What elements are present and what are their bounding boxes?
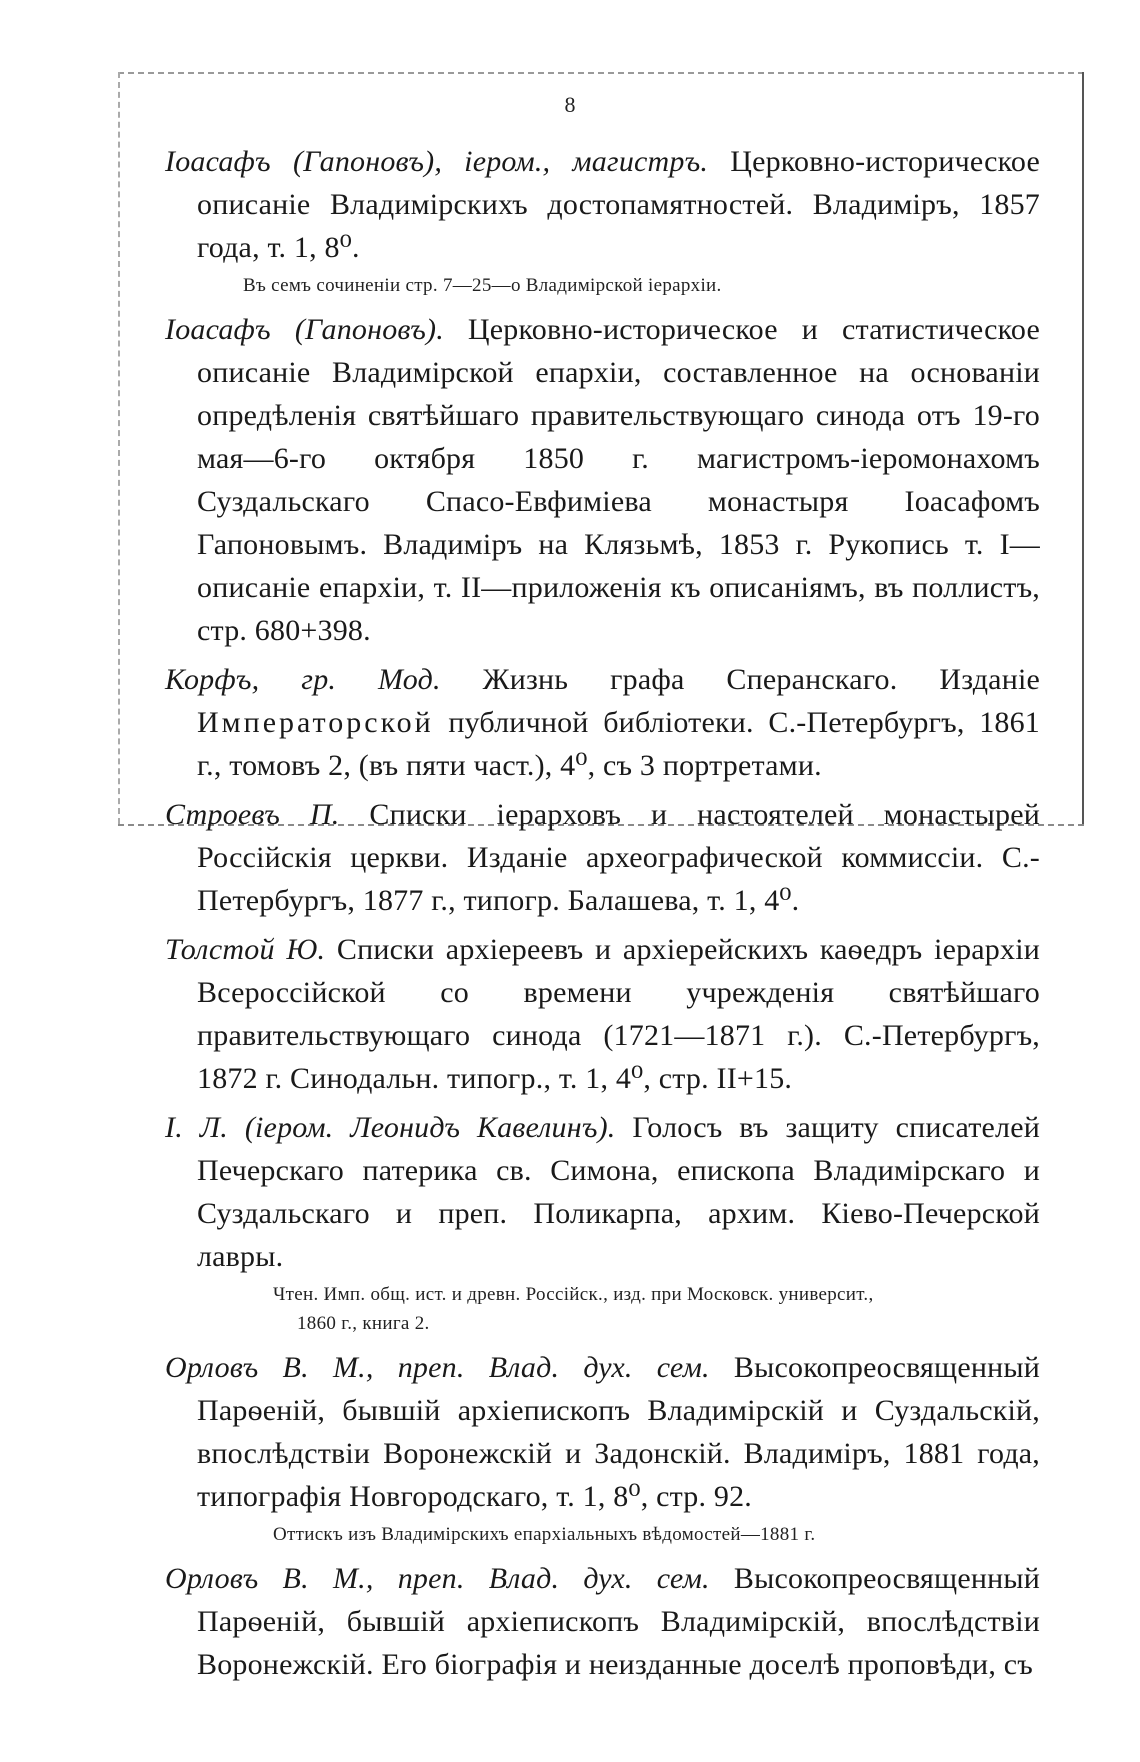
entry-author: Іоасафъ (Гапоновъ), іером., магистръ. <box>165 145 709 178</box>
bibliography-entry <box>165 658 1040 787</box>
bibliography-entry <box>165 308 1040 652</box>
entry-author: Іоасафъ (Гапоновъ). <box>165 313 444 346</box>
bibliography-entry <box>165 140 1040 269</box>
entry-text: Списки іерарховъ и настоятелей монастырей Россійскія церкви. Изданіе археографической коммиссіи. С.-Петербургъ, 1877 г., типогр. Балашева, т. 1, 4⁰. <box>197 798 1040 917</box>
bibliography-entry <box>165 1557 1040 1686</box>
entry-author: Толстой Ю. <box>165 933 326 966</box>
frame-right-border <box>1082 72 1084 824</box>
entry-text: публичной библіотеки. С.-Петербургъ, 1861 г., томовъ 2, (въ пяти част.), 4⁰, съ 3 портретами. <box>197 706 1040 782</box>
bibliography-list <box>165 140 1040 1692</box>
frame-left-border <box>118 72 120 824</box>
entry-text: Списки архіереевъ и архіерейскихъ каѳедръ іерархіи Всероссійской со времени учрежденія святѣйшаго правительствующаго синода (1721—1871 г.). С.-Петербургъ, 1872 г. Синодальн. типогр., т. 1, 4⁰, стр. II+15. <box>197 933 1040 1095</box>
bibliography-entry <box>165 1106 1040 1278</box>
entry-author: Орловъ В. М., преп. Влад. дух. сем. <box>165 1351 710 1384</box>
entry-text: Высокопреосвященный Парѳеній, бывшій архіепископъ Владимірскій, впослѣдствіи Воронежскій. Его біографія и неизданные доселѣ проповѣди, съ <box>197 1562 1040 1681</box>
entry-text: Церковно-историческое и статистическое описаніе Владимірской епархіи, составленное на основаніи опредѣленія святѣйшаго правительствующаго синода отъ 19-го мая—6-го октября 1850 г. магистромъ-іеромонахомъ Суздальскаго Спасо-Евфиміева монастыря Іоасафомъ Гапоновымъ. Владиміръ на Клязьмѣ, 1853 г. Рукопись т. I—описаніе епархіи, т. II—приложенія къ описаніямъ, въ поллистъ, стр. 680+398. <box>197 313 1040 647</box>
entry-text-before: Жизнь графа Сперанскаго. Изданіе <box>440 663 1040 696</box>
entry-note <box>273 1280 1040 1338</box>
bibliography-entry <box>165 928 1040 1100</box>
entry-note: Въ семъ сочиненіи стр. 7—25—о Владимірской іерархіи. <box>243 275 722 296</box>
entry-author: Корфъ, гр. Мод. <box>165 663 441 696</box>
entry-author: Строевъ П. <box>165 798 340 831</box>
bibliography-entry <box>165 793 1040 922</box>
bibliography-entry <box>165 1346 1040 1518</box>
frame-top-border <box>118 72 1084 74</box>
entry-text: Церковно-историческое описаніе Владимірскихъ достопамятностей. Владиміръ, 1857 года, т. 1, 8⁰. <box>197 145 1041 264</box>
entry-spaced-text: Императорской <box>197 706 434 739</box>
entry-author: Орловъ В. М., преп. Влад. дух. сем. <box>165 1562 710 1595</box>
entry-note-line: 1860 г., книга 2. <box>297 1313 430 1334</box>
entry-note: Оттискъ изъ Владимірскихъ епархіальныхъ вѣдомостей—1881 г. <box>273 1524 816 1545</box>
page-number: 8 <box>564 92 576 117</box>
entry-text: Голосъ въ защиту списателей Печерскаго патерика св. Симона, епископа Владимірскаго и Суздальскаго и преп. Поликарпа, архим. Кіево-Печерской лавры. <box>197 1111 1040 1273</box>
entry-author: I. Л. (іером. Леонидъ Кавелинъ). <box>165 1111 616 1144</box>
entry-text: Высокопреосвященный Парѳеній, бывшій архіепископъ Владимірскій и Суздальскій, впослѣдствіи Воронежскій и Задонскій. Владиміръ, 1881 года, типографія Новгородскаго, т. 1, 8⁰, стр. 92. <box>197 1351 1040 1513</box>
entry-note-line: Чтен. Имп. общ. ист. и древн. Россійск., изд. при Московск. университ., <box>273 1284 874 1305</box>
